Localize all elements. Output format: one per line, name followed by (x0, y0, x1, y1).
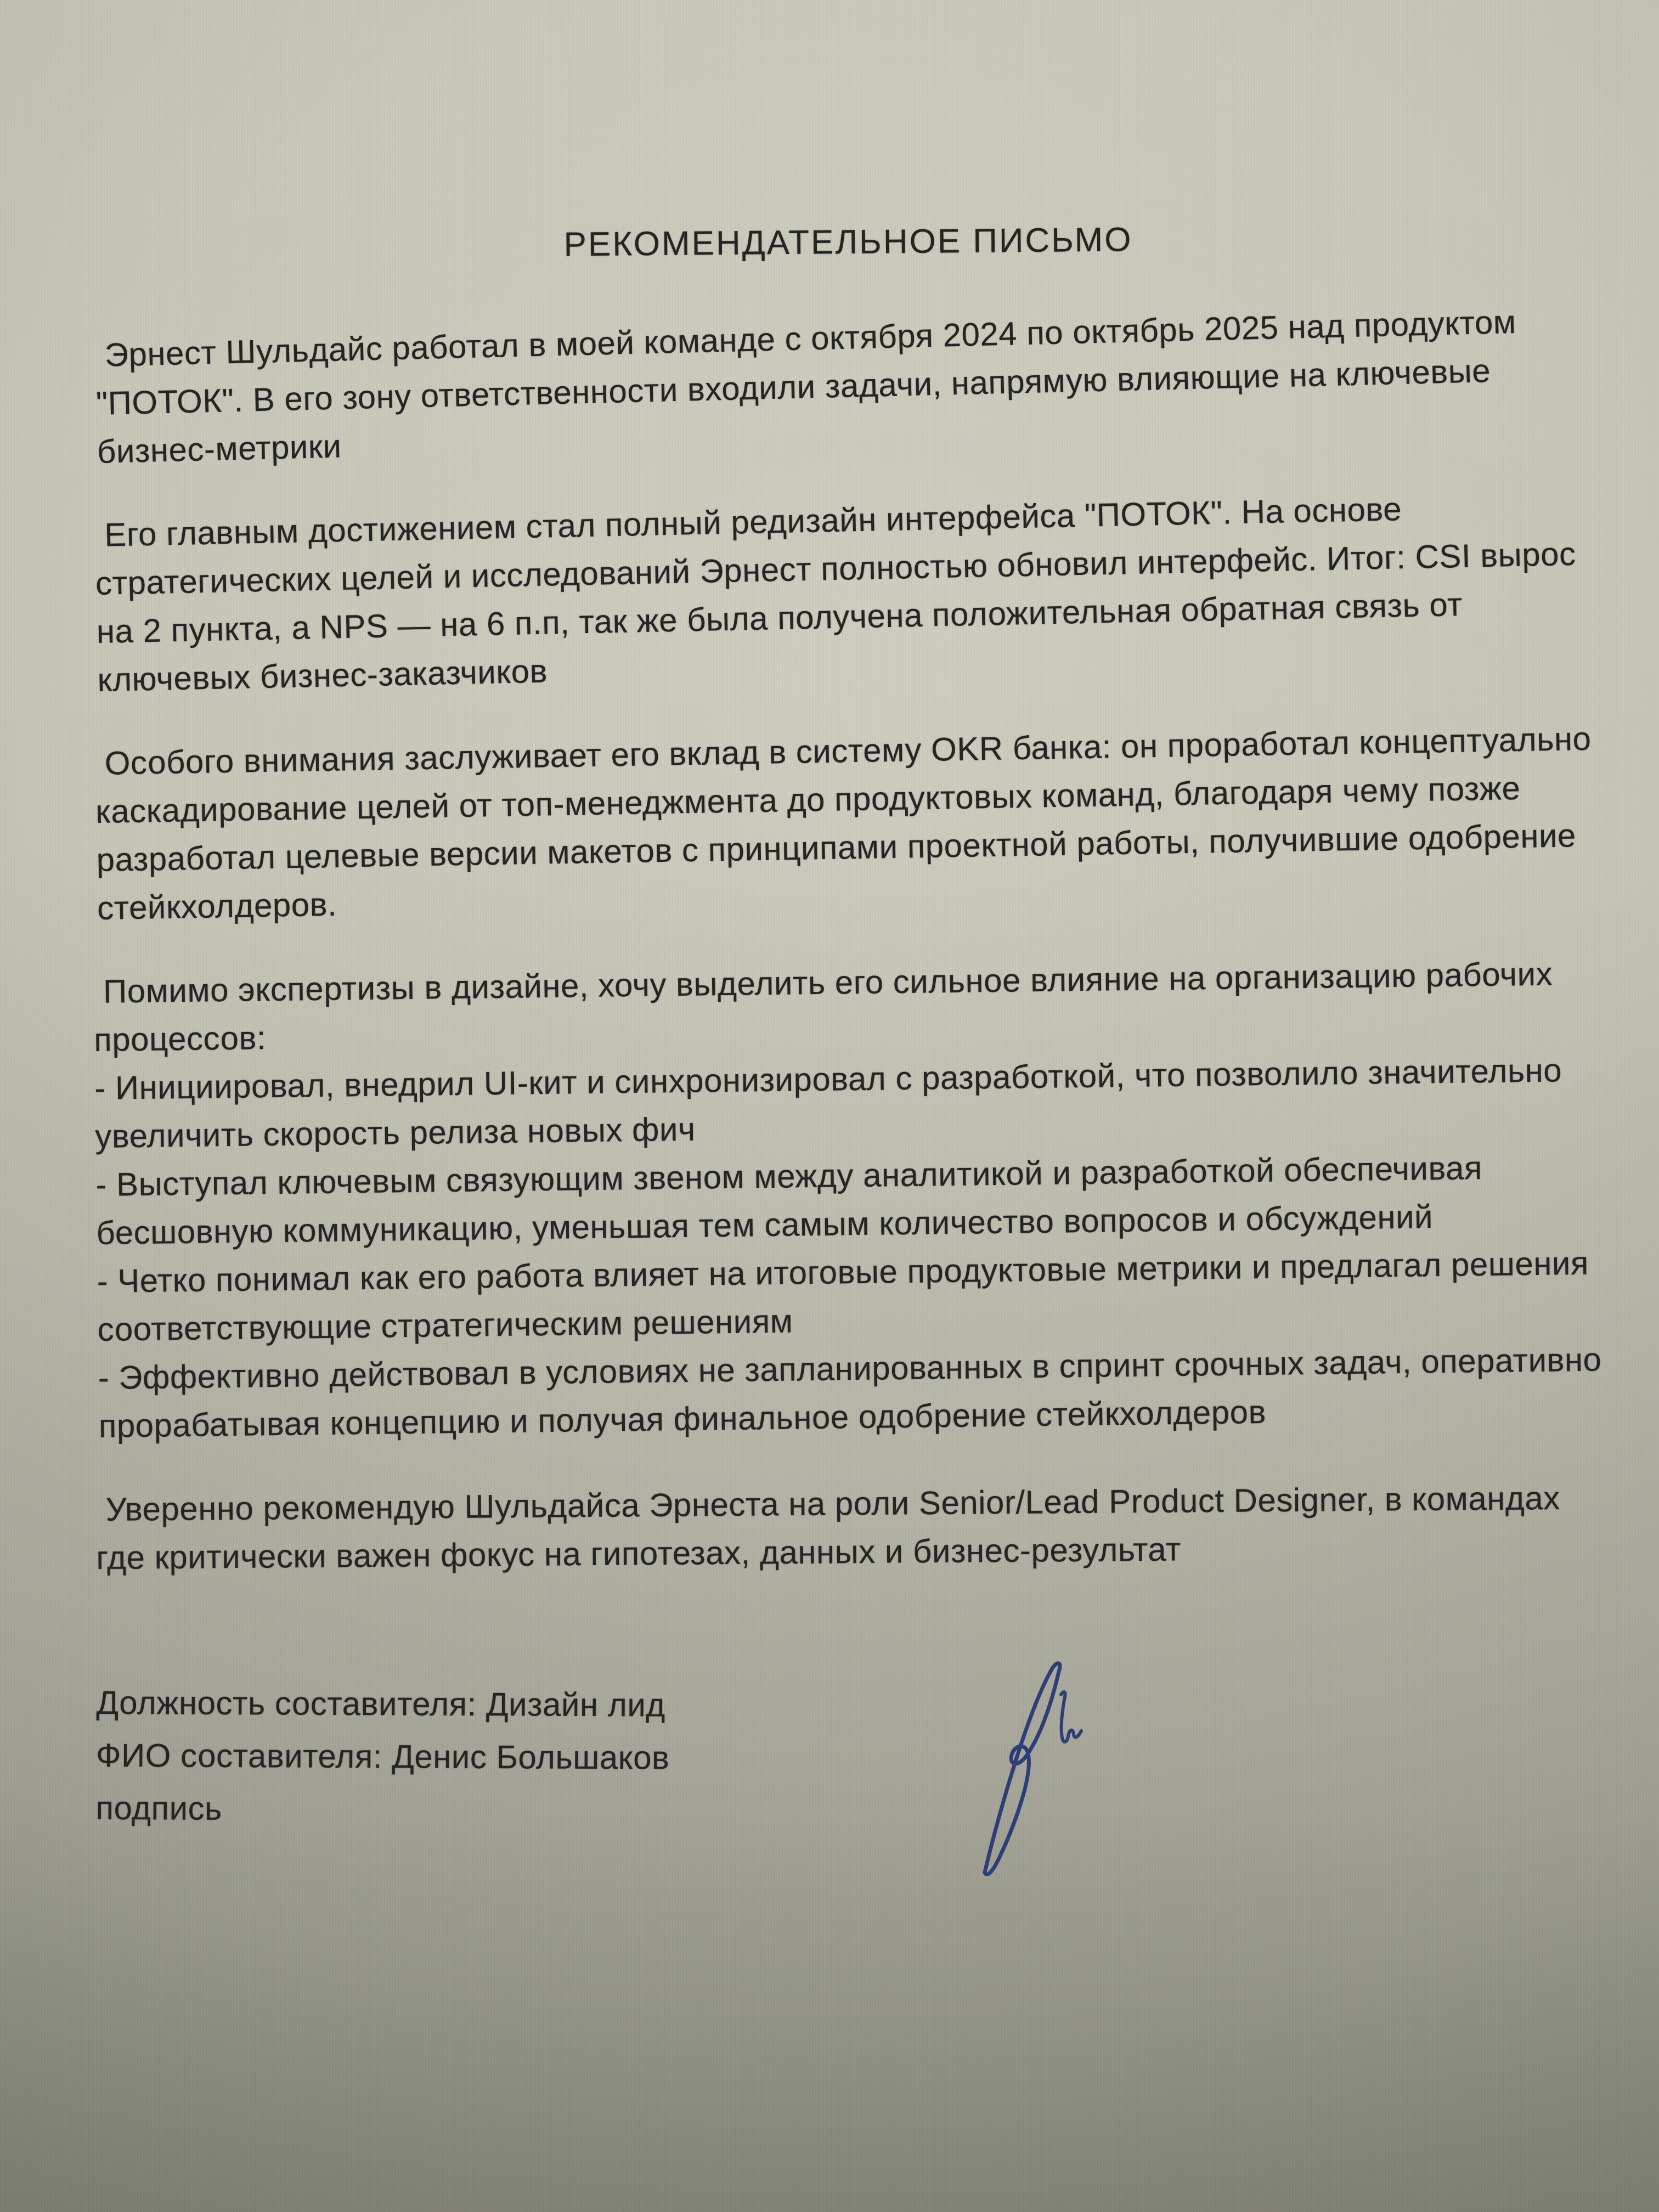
paragraph-achievement: Его главным достижением стал полный редизайн интерфейса "ПОТОК". На основе стратегических целей и исследований Эрнест полностью обновил интерфейс. Итог: CSI вырос на 2 пункта, а NPS — на 6 п.п, так же была получена положительная обратная связь от ключевых бизнес-заказчиков (95, 490, 1586, 698)
letter-title: РЕКОМЕНДАТЕЛЬНОЕ ПИСЬМО (563, 221, 1133, 264)
paragraph-process-bullets: Помимо экспертизы в дизайне, хочу выделить его сильное влияние на организацию рабочих процессов: - Инициировал, внедрил UI-кит и синхронизировал с разработкой, что позволило значительно увеличить скорость релиза новых фич - Выступал ключевым связующим звеном между аналитикой и разработкой обеспечивая бесшовную коммуникацию, уменьшая тем самым количество вопросов и обсуждений - Четко понимал как его работа влияет на итоговые продуктовые метрики и предлагал решения соответствующие стратегическим решениям - Эффективно действовал в условиях не запланированных в спринт срочных задач, оперативно прорабатывая концепцию и получая финальное одобрение стейкхолдеров (93, 955, 1611, 1444)
signature-label: подпись (95, 1789, 223, 1827)
paragraph-recommendation: Уверенно рекомендую Шульдайса Эрнеста на роли Senior/Lead Product Designer, в командах где критически важен фокус на гипотезах, данных и бизнес-результат (96, 1479, 1570, 1576)
letter-content (93, 218, 1611, 1835)
paragraph-intro: Эрнест Шульдайс работал в моей команде с октября 2024 по октябрь 2025 над продуктом "ПОТОК". В его зону ответственности входили задачи, напрямую влияющие на ключевые бизнес-метрики (95, 303, 1526, 470)
signer-role-line: Должность составителя: Дизайн лид (96, 1684, 665, 1724)
signer-name-line: ФИО составителя: Денис Большаков (95, 1737, 670, 1776)
signer-block (95, 1677, 1600, 1841)
paragraph-okr: Особого внимания заслуживает его вклад в систему OKR банка: он проработал концептуально каскадирование целей от топ-менеджмента до продуктовых команд, благодаря чему позже разработал целевые версии макетов с принципами проектной работы, получившие одобрение стейкхолдеров. (95, 720, 1601, 927)
